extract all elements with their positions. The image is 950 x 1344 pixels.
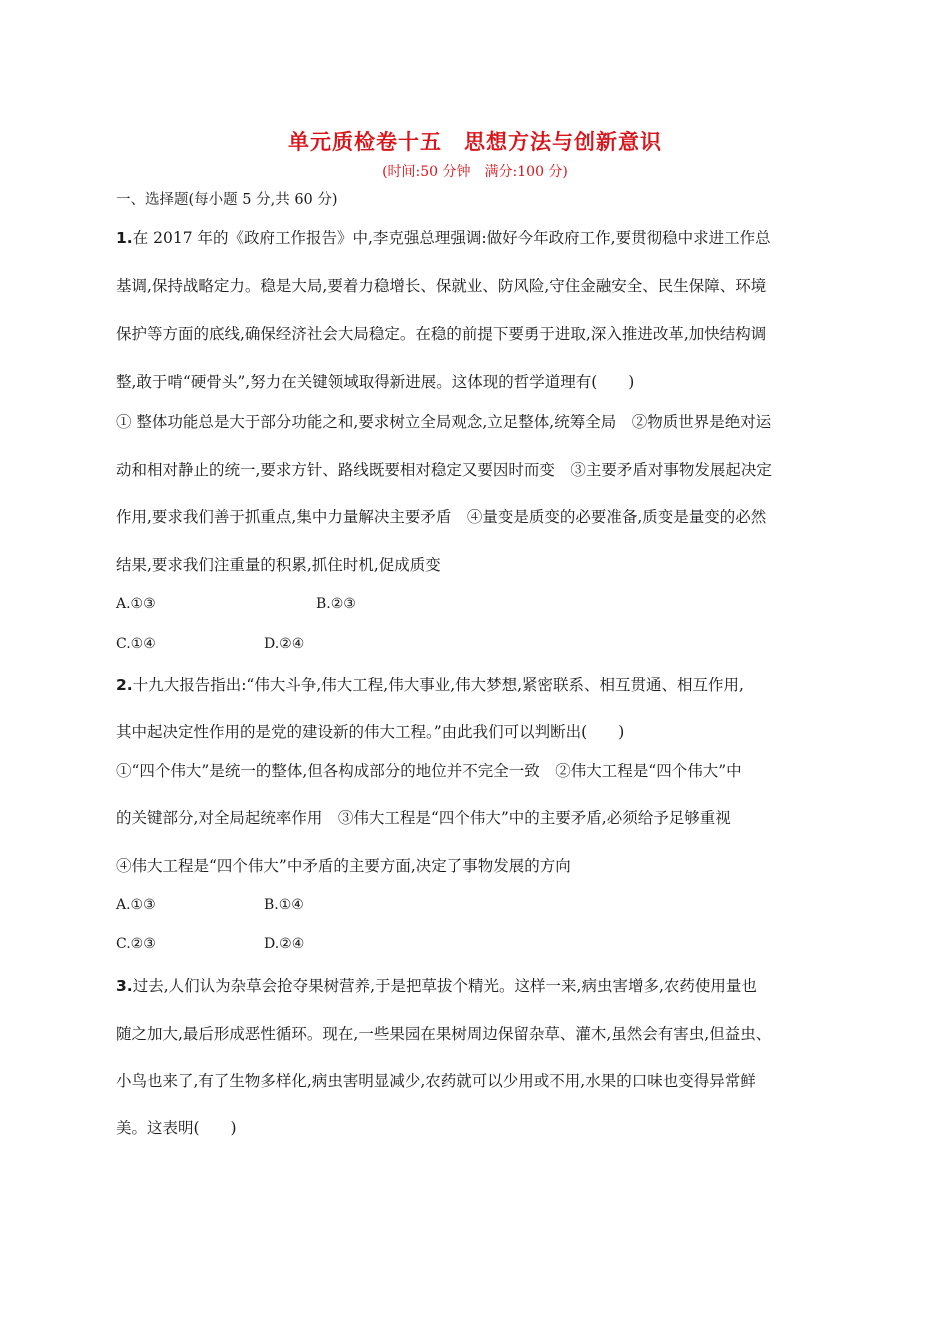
question-1-option-c: C.①④	[116, 636, 156, 652]
question-2-option-d: D.②④	[264, 936, 305, 952]
question-2-line: 其中起决定性作用的是党的建设新的伟大工程。”由此我们可以判断出( )	[116, 723, 625, 741]
question-number: 1.	[116, 229, 133, 247]
question-3-line: 小鸟也来了,有了生物多样化,病虫害明显减少,农药就可以少用或不用,水果的口味也变得异常鲜	[116, 1072, 756, 1090]
question-2-option-c: C.②③	[116, 936, 156, 952]
question-1-statement: ① 整体功能总是大于部分功能之和,要求树立全局观念,立足整体,统筹全局 ②物质世界是绝对运	[116, 413, 772, 431]
question-3-line: 美。这表明( )	[116, 1119, 237, 1137]
question-1-option-d: D.②④	[264, 636, 305, 652]
section-heading: 一、选择题(每小题 5 分,共 60 分)	[116, 192, 338, 208]
question-3-line: 3.过去,人们认为杂草会抢夺果树营养,于是把草拔个精光。这样一来,病虫害增多,农药使用量也	[116, 977, 757, 995]
question-2-option-b: B.①④	[264, 897, 304, 913]
question-2-statement: 的关键部分,对全局起统率作用 ③伟大工程是“四个伟大”中的主要矛盾,必须给予足够重视	[116, 809, 731, 827]
exam-time-score: (时间:50 分钟 满分:100 分)	[382, 164, 568, 180]
question-1-statement: 结果,要求我们注重量的积累,抓住时机,促成质变	[116, 556, 441, 574]
question-1-option-b: B.②③	[316, 596, 356, 612]
question-1-line: 1.在 2017 年的《政府工作报告》中,李克强总理强调:做好今年政府工作,要贯彻稳中求进工作总	[116, 229, 771, 247]
page-title: 单元质检卷十五 思想方法与创新意识	[288, 130, 662, 154]
question-1-line: 基调,保持战略定力。稳是大局,要着力稳增长、保就业、防风险,守住金融安全、民生保障、环境	[116, 277, 767, 295]
question-2-statement: ①“四个伟大”是统一的整体,但各构成部分的地位并不完全一致 ②伟大工程是“四个伟大”中	[116, 762, 742, 780]
question-2-line: 2.十九大报告指出:“伟大斗争,伟大工程,伟大事业,伟大梦想,紧密联系、相互贯通、相互作用,	[116, 676, 744, 694]
question-1-statement: 作用,要求我们善于抓重点,集中力量解决主要矛盾 ④量变是质变的必要准备,质变是量变的必然	[116, 508, 767, 526]
question-number: 2.	[116, 676, 133, 694]
question-1-line: 保护等方面的底线,确保经济社会大局稳定。在稳的前提下要勇于进取,深入推进改革,加快结构调	[116, 325, 767, 343]
question-1-line: 整,敢于啃“硬骨头”,努力在关键领域取得新进展。这体现的哲学道理有( )	[116, 373, 635, 391]
question-number: 3.	[116, 977, 133, 995]
question-1-option-a: A.①③	[116, 596, 156, 612]
question-2-option-a: A.①③	[116, 897, 156, 913]
question-2-statement: ④伟大工程是“四个伟大”中矛盾的主要方面,决定了事物发展的方向	[116, 857, 571, 875]
question-3-line: 随之加大,最后形成恶性循环。现在,一些果园在果树周边保留杂草、灌木,虽然会有害虫,但益虫、	[116, 1025, 772, 1043]
question-1-statement: 动和相对静止的统一,要求方针、路线既要相对稳定又要因时而变 ③主要矛盾对事物发展起决定	[116, 461, 772, 479]
